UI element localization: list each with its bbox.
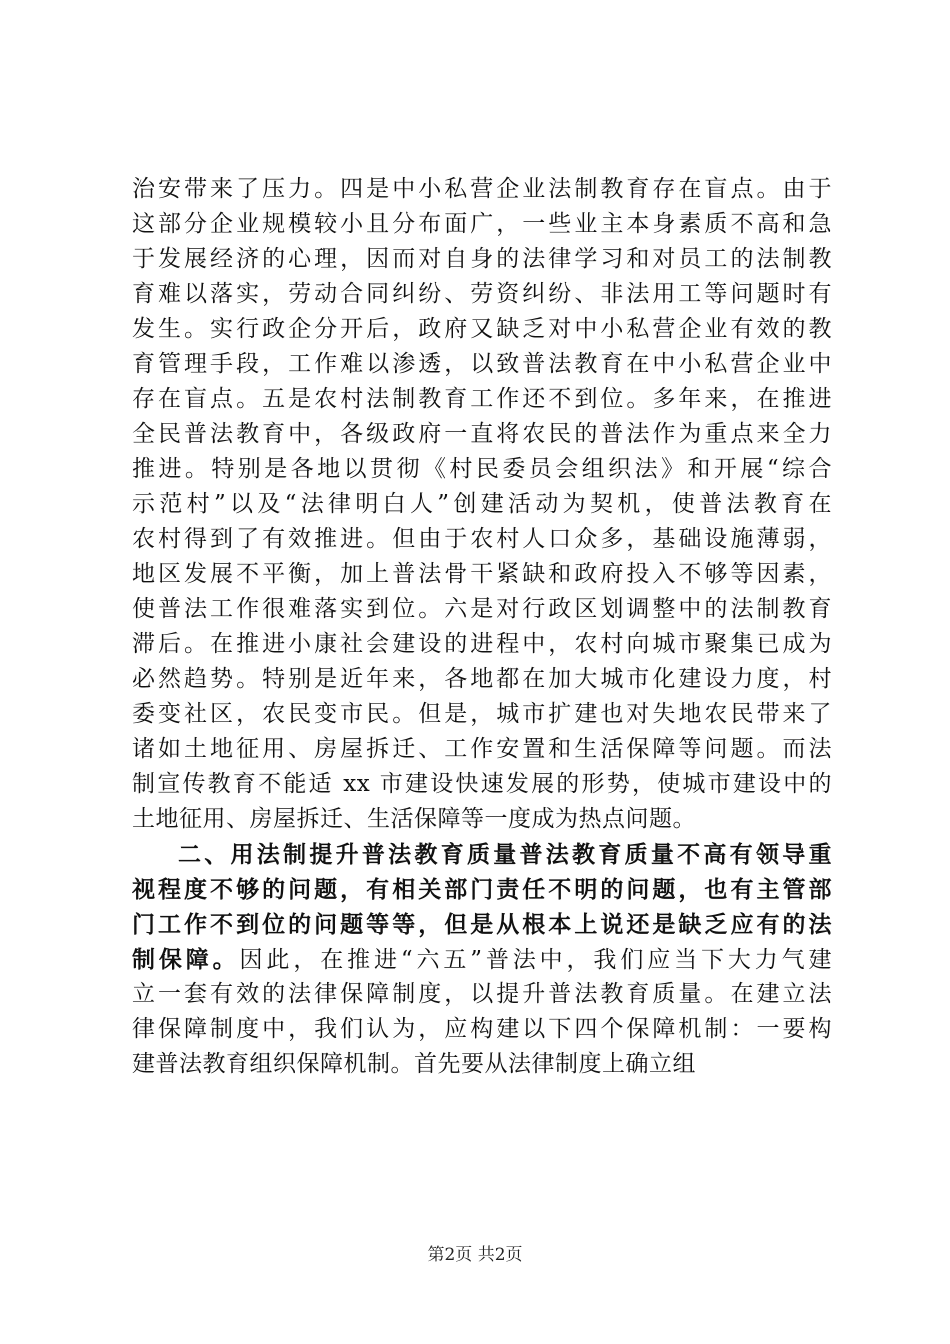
paragraph-2	[132, 837, 832, 1082]
text-line: 建普法教育组织保障机制。首先要从法律制度上确立组	[132, 1051, 696, 1077]
text-span: 因此，在推进“六五”普法中，我们应当下大力气建	[239, 947, 832, 973]
text-line: 育难以落实，劳动合同纠纷、劳资纠纷、非法用工等问题时有	[132, 281, 832, 307]
page-footer: 第2页 共2页	[427, 1245, 523, 1265]
text-line: 农村得到了有效推进。但由于农村人口众多，基础设施薄弱，	[132, 526, 832, 552]
text-line: 土地征用、房屋拆迁、生活保障等一度成为热点问题。	[132, 806, 696, 832]
text-line: 于发展经济的心理，因而对自身的法律学习和对员工的法制教	[132, 246, 832, 272]
text-line: 这部分企业规模较小且分布面广，一些业主本身素质不高和急	[132, 211, 832, 237]
text-line: 育管理手段，工作难以渗透，以致普法教育在中小私营企业中	[132, 351, 832, 377]
text-line: 制宣传教育不能适 xx 市建设快速发展的形势，使城市建设中的	[132, 771, 832, 797]
section-heading-line: 视程度不够的问题，有相关部门责任不明的问题，也有主管部	[132, 876, 832, 903]
text-line: 委变社区，农民变市民。但是，城市扩建也对失地农民带来了	[132, 701, 832, 727]
text-line: 示范村”以及“法律明白人”创建活动为契机，使普法教育在	[132, 491, 832, 517]
text-line: 全民普法教育中，各级政府一直将农民的普法作为重点来全力	[132, 421, 832, 447]
text-line: 发生。实行政企分开后，政府又缺乏对中小私营企业有效的教	[132, 316, 832, 342]
text-line: 律保障制度中，我们认为，应构建以下四个保障机制：一要构	[132, 1016, 832, 1042]
text-line: 滞后。在推进小康社会建设的进程中，农村向城市聚集已成为	[132, 631, 832, 657]
paragraph-1	[132, 172, 832, 837]
body-text	[132, 172, 832, 1082]
text-line: 存在盲点。五是农村法制教育工作还不到位。多年来，在推进	[132, 386, 832, 412]
section-heading-line: 二、用法制提升普法教育质量普法教育质量不高有领导重	[178, 841, 832, 868]
text-line: 地区发展不平衡，加上普法骨干紧缺和政府投入不够等因素，	[132, 561, 832, 587]
text-line: 必然趋势。特别是近年来，各地都在加大城市化建设力度，村	[132, 666, 832, 692]
text-line: 立一套有效的法律保障制度，以提升普法教育质量。在建立法	[132, 981, 832, 1007]
section-heading-end: 制保障。	[132, 946, 240, 973]
text-line	[132, 942, 832, 977]
text-line: 治安带来了压力。四是中小私营企业法制教育存在盲点。由于	[132, 176, 832, 202]
text-line: 诸如土地征用、房屋拆迁、工作安置和生活保障等问题。而法	[132, 736, 832, 762]
text-line: 使普法工作很难落实到位。六是对行政区划调整中的法制教育	[132, 596, 832, 622]
section-heading-line: 门工作不到位的问题等等，但是从根本上说还是缺乏应有的法	[132, 911, 832, 938]
text-line: 推进。特别是各地以贯彻《村民委员会组织法》和开展“综合	[132, 456, 832, 482]
